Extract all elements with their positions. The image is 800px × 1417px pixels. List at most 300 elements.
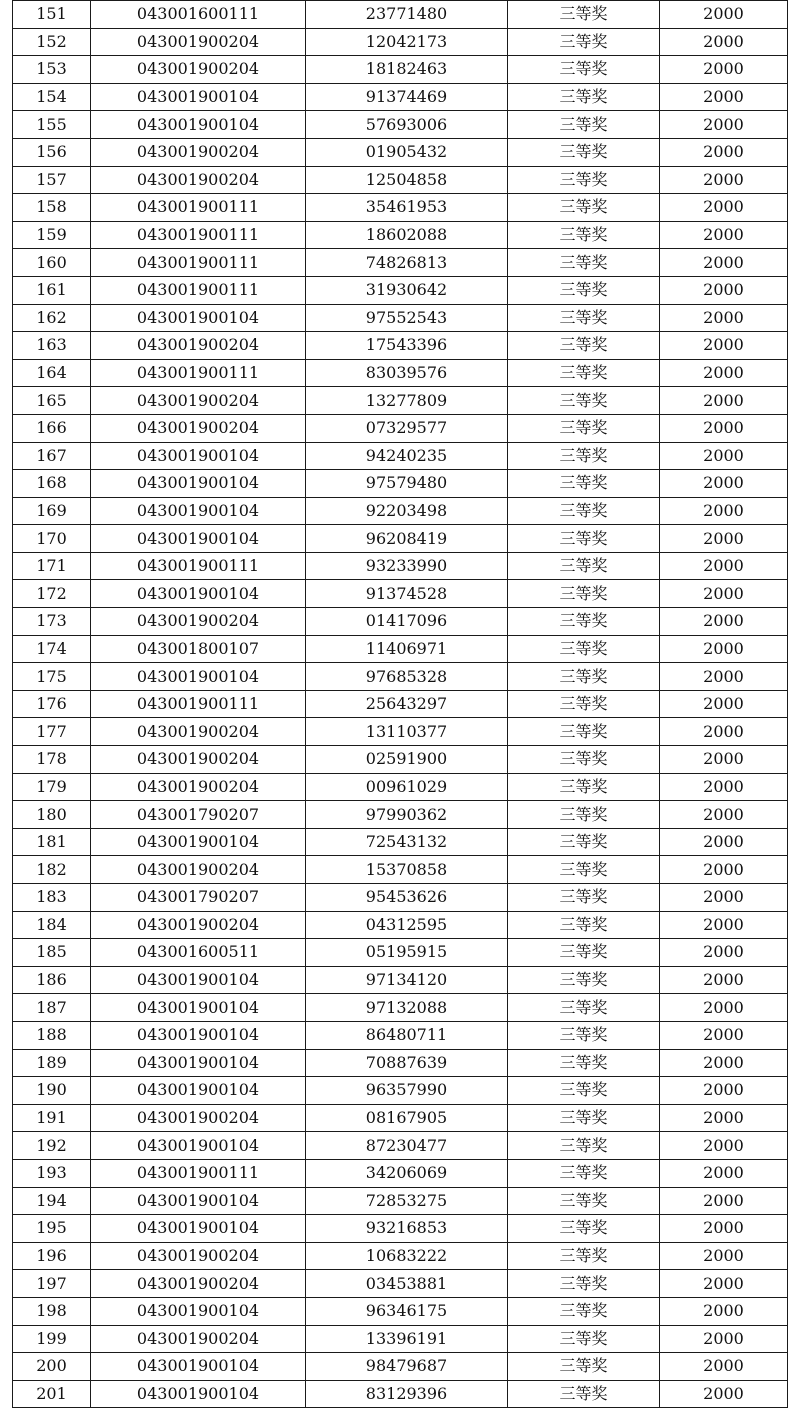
code-cell: 043001790207	[91, 884, 306, 912]
amount-cell: 2000	[660, 56, 788, 84]
seq-cell: 174	[13, 635, 91, 663]
amount-cell: 2000	[660, 552, 788, 580]
code-cell: 043001900204	[91, 1270, 306, 1298]
amount-cell: 2000	[660, 1353, 788, 1381]
number-cell: 86480711	[306, 1021, 508, 1049]
prize-cell: 三等奖	[508, 525, 660, 553]
prize-cell: 三等奖	[508, 746, 660, 774]
amount-cell: 2000	[660, 1077, 788, 1105]
code-cell: 043001900104	[91, 304, 306, 332]
table-row	[13, 1325, 788, 1353]
code-cell: 043001900104	[91, 525, 306, 553]
number-cell: 18602088	[306, 221, 508, 249]
code-cell: 043001900204	[91, 332, 306, 360]
number-cell: 57693006	[306, 111, 508, 139]
table-row	[13, 138, 788, 166]
amount-cell: 2000	[660, 1187, 788, 1215]
prize-cell: 三等奖	[508, 1325, 660, 1353]
amount-cell: 2000	[660, 83, 788, 111]
code-cell: 043001900204	[91, 856, 306, 884]
seq-cell: 162	[13, 304, 91, 332]
number-cell: 07329577	[306, 414, 508, 442]
code-cell: 043001900104	[91, 1380, 306, 1408]
prize-cell: 三等奖	[508, 856, 660, 884]
amount-cell: 2000	[660, 1270, 788, 1298]
table-row	[13, 552, 788, 580]
table-row	[13, 414, 788, 442]
table-row	[13, 387, 788, 415]
seq-cell: 188	[13, 1021, 91, 1049]
seq-cell: 197	[13, 1270, 91, 1298]
prize-cell: 三等奖	[508, 1242, 660, 1270]
code-cell: 043001900104	[91, 1049, 306, 1077]
amount-cell: 2000	[660, 663, 788, 691]
number-cell: 31930642	[306, 276, 508, 304]
prize-cell: 三等奖	[508, 911, 660, 939]
prize-cell: 三等奖	[508, 1021, 660, 1049]
seq-cell: 195	[13, 1215, 91, 1243]
number-cell: 17543396	[306, 332, 508, 360]
table-row	[13, 28, 788, 56]
number-cell: 35461953	[306, 194, 508, 222]
number-cell: 74826813	[306, 249, 508, 277]
seq-cell: 157	[13, 166, 91, 194]
number-cell: 93233990	[306, 552, 508, 580]
amount-cell: 2000	[660, 580, 788, 608]
amount-cell: 2000	[660, 911, 788, 939]
amount-cell: 2000	[660, 304, 788, 332]
code-cell: 043001900204	[91, 1325, 306, 1353]
prize-cell: 三等奖	[508, 414, 660, 442]
seq-cell: 161	[13, 276, 91, 304]
seq-cell: 163	[13, 332, 91, 360]
table-row	[13, 746, 788, 774]
prize-cell: 三等奖	[508, 194, 660, 222]
seq-cell: 166	[13, 414, 91, 442]
code-cell: 043001900204	[91, 28, 306, 56]
amount-cell: 2000	[660, 1380, 788, 1408]
number-cell: 97552543	[306, 304, 508, 332]
amount-cell: 2000	[660, 138, 788, 166]
prize-cell: 三等奖	[508, 1104, 660, 1132]
table-row	[13, 1380, 788, 1408]
number-cell: 91374469	[306, 83, 508, 111]
table-row	[13, 884, 788, 912]
prize-cell: 三等奖	[508, 1132, 660, 1160]
table-row	[13, 1215, 788, 1243]
prize-cell: 三等奖	[508, 83, 660, 111]
table-row	[13, 966, 788, 994]
prize-cell: 三等奖	[508, 608, 660, 636]
number-cell: 18182463	[306, 56, 508, 84]
amount-cell: 2000	[660, 828, 788, 856]
winners-table	[12, 0, 788, 1408]
amount-cell: 2000	[660, 608, 788, 636]
amount-cell: 2000	[660, 525, 788, 553]
table-row	[13, 470, 788, 498]
prize-cell: 三等奖	[508, 1270, 660, 1298]
table-row	[13, 608, 788, 636]
code-cell: 043001900104	[91, 663, 306, 691]
number-cell: 25643297	[306, 690, 508, 718]
table-row	[13, 1159, 788, 1187]
prize-cell: 三等奖	[508, 387, 660, 415]
table-row	[13, 1297, 788, 1325]
prize-cell: 三等奖	[508, 828, 660, 856]
code-cell: 043001900104	[91, 966, 306, 994]
amount-cell: 2000	[660, 414, 788, 442]
prize-cell: 三等奖	[508, 56, 660, 84]
table-row	[13, 994, 788, 1022]
table-row	[13, 1242, 788, 1270]
code-cell: 043001900204	[91, 608, 306, 636]
prize-cell: 三等奖	[508, 1, 660, 29]
seq-cell: 154	[13, 83, 91, 111]
amount-cell: 2000	[660, 194, 788, 222]
code-cell: 043001900111	[91, 276, 306, 304]
seq-cell: 170	[13, 525, 91, 553]
code-cell: 043001900104	[91, 1187, 306, 1215]
seq-cell: 187	[13, 994, 91, 1022]
amount-cell: 2000	[660, 276, 788, 304]
seq-cell: 169	[13, 497, 91, 525]
code-cell: 043001900204	[91, 387, 306, 415]
amount-cell: 2000	[660, 746, 788, 774]
seq-cell: 185	[13, 939, 91, 967]
amount-cell: 2000	[660, 884, 788, 912]
seq-cell: 164	[13, 359, 91, 387]
number-cell: 15370858	[306, 856, 508, 884]
code-cell: 043001900104	[91, 1132, 306, 1160]
code-cell: 043001900204	[91, 414, 306, 442]
code-cell: 043001900104	[91, 83, 306, 111]
prize-cell: 三等奖	[508, 718, 660, 746]
amount-cell: 2000	[660, 332, 788, 360]
prize-cell: 三等奖	[508, 221, 660, 249]
table-row	[13, 442, 788, 470]
prize-cell: 三等奖	[508, 994, 660, 1022]
table-row	[13, 580, 788, 608]
table-row	[13, 166, 788, 194]
seq-cell: 173	[13, 608, 91, 636]
prize-cell: 三等奖	[508, 801, 660, 829]
amount-cell: 2000	[660, 1, 788, 29]
seq-cell: 198	[13, 1297, 91, 1325]
table-row	[13, 801, 788, 829]
table-row	[13, 1077, 788, 1105]
table-row	[13, 1104, 788, 1132]
code-cell: 043001900204	[91, 718, 306, 746]
amount-cell: 2000	[660, 1215, 788, 1243]
seq-cell: 182	[13, 856, 91, 884]
number-cell: 97685328	[306, 663, 508, 691]
number-cell: 96346175	[306, 1297, 508, 1325]
seq-cell: 184	[13, 911, 91, 939]
table-row	[13, 718, 788, 746]
seq-cell: 155	[13, 111, 91, 139]
code-cell: 043001900104	[91, 994, 306, 1022]
prize-cell: 三等奖	[508, 138, 660, 166]
prize-cell: 三等奖	[508, 304, 660, 332]
table-row	[13, 1132, 788, 1160]
number-cell: 95453626	[306, 884, 508, 912]
amount-cell: 2000	[660, 1297, 788, 1325]
code-cell: 043001800107	[91, 635, 306, 663]
prize-cell: 三等奖	[508, 1159, 660, 1187]
seq-cell: 186	[13, 966, 91, 994]
number-cell: 72543132	[306, 828, 508, 856]
amount-cell: 2000	[660, 1242, 788, 1270]
prize-cell: 三等奖	[508, 1380, 660, 1408]
amount-cell: 2000	[660, 939, 788, 967]
code-cell: 043001900104	[91, 470, 306, 498]
number-cell: 01905432	[306, 138, 508, 166]
amount-cell: 2000	[660, 1325, 788, 1353]
prize-cell: 三等奖	[508, 497, 660, 525]
number-cell: 12042173	[306, 28, 508, 56]
prize-cell: 三等奖	[508, 359, 660, 387]
prize-cell: 三等奖	[508, 939, 660, 967]
table-row	[13, 856, 788, 884]
amount-cell: 2000	[660, 966, 788, 994]
seq-cell: 153	[13, 56, 91, 84]
seq-cell: 196	[13, 1242, 91, 1270]
number-cell: 94240235	[306, 442, 508, 470]
seq-cell: 172	[13, 580, 91, 608]
seq-cell: 159	[13, 221, 91, 249]
code-cell: 043001900111	[91, 552, 306, 580]
winners-sheet	[12, 0, 787, 1408]
table-row	[13, 828, 788, 856]
seq-cell: 177	[13, 718, 91, 746]
code-cell: 043001900204	[91, 138, 306, 166]
number-cell: 08167905	[306, 1104, 508, 1132]
seq-cell: 192	[13, 1132, 91, 1160]
prize-cell: 三等奖	[508, 276, 660, 304]
table-row	[13, 332, 788, 360]
seq-cell: 181	[13, 828, 91, 856]
number-cell: 83129396	[306, 1380, 508, 1408]
seq-cell: 191	[13, 1104, 91, 1132]
prize-cell: 三等奖	[508, 470, 660, 498]
code-cell: 043001900104	[91, 1021, 306, 1049]
amount-cell: 2000	[660, 801, 788, 829]
code-cell: 043001600511	[91, 939, 306, 967]
table-row	[13, 911, 788, 939]
number-cell: 91374528	[306, 580, 508, 608]
number-cell: 11406971	[306, 635, 508, 663]
table-row	[13, 690, 788, 718]
prize-cell: 三等奖	[508, 1353, 660, 1381]
amount-cell: 2000	[660, 111, 788, 139]
prize-cell: 三等奖	[508, 1297, 660, 1325]
amount-cell: 2000	[660, 718, 788, 746]
code-cell: 043001900204	[91, 911, 306, 939]
amount-cell: 2000	[660, 1021, 788, 1049]
seq-cell: 200	[13, 1353, 91, 1381]
number-cell: 13110377	[306, 718, 508, 746]
amount-cell: 2000	[660, 442, 788, 470]
number-cell: 05195915	[306, 939, 508, 967]
number-cell: 97134120	[306, 966, 508, 994]
amount-cell: 2000	[660, 856, 788, 884]
table-row	[13, 773, 788, 801]
table-row	[13, 249, 788, 277]
code-cell: 043001900104	[91, 442, 306, 470]
seq-cell: 171	[13, 552, 91, 580]
code-cell: 043001900204	[91, 1242, 306, 1270]
amount-cell: 2000	[660, 166, 788, 194]
number-cell: 96208419	[306, 525, 508, 553]
table-row	[13, 497, 788, 525]
amount-cell: 2000	[660, 470, 788, 498]
amount-cell: 2000	[660, 359, 788, 387]
code-cell: 043001900204	[91, 166, 306, 194]
seq-cell: 176	[13, 690, 91, 718]
code-cell: 043001900104	[91, 1077, 306, 1105]
table-row	[13, 635, 788, 663]
seq-cell: 194	[13, 1187, 91, 1215]
code-cell: 043001900204	[91, 746, 306, 774]
seq-cell: 179	[13, 773, 91, 801]
prize-cell: 三等奖	[508, 1077, 660, 1105]
prize-cell: 三等奖	[508, 111, 660, 139]
seq-cell: 168	[13, 470, 91, 498]
code-cell: 043001900111	[91, 1159, 306, 1187]
prize-cell: 三等奖	[508, 28, 660, 56]
prize-cell: 三等奖	[508, 552, 660, 580]
prize-cell: 三等奖	[508, 1215, 660, 1243]
number-cell: 23771480	[306, 1, 508, 29]
seq-cell: 156	[13, 138, 91, 166]
seq-cell: 199	[13, 1325, 91, 1353]
number-cell: 93216853	[306, 1215, 508, 1243]
number-cell: 00961029	[306, 773, 508, 801]
table-row	[13, 276, 788, 304]
number-cell: 87230477	[306, 1132, 508, 1160]
prize-cell: 三等奖	[508, 690, 660, 718]
table-row	[13, 56, 788, 84]
table-row	[13, 111, 788, 139]
code-cell: 043001900104	[91, 497, 306, 525]
seq-cell: 175	[13, 663, 91, 691]
number-cell: 70887639	[306, 1049, 508, 1077]
prize-cell: 三等奖	[508, 1049, 660, 1077]
prize-cell: 三等奖	[508, 332, 660, 360]
seq-cell: 180	[13, 801, 91, 829]
number-cell: 97990362	[306, 801, 508, 829]
amount-cell: 2000	[660, 28, 788, 56]
prize-cell: 三等奖	[508, 1187, 660, 1215]
seq-cell: 158	[13, 194, 91, 222]
table-row	[13, 525, 788, 553]
amount-cell: 2000	[660, 635, 788, 663]
amount-cell: 2000	[660, 773, 788, 801]
code-cell: 043001900111	[91, 249, 306, 277]
number-cell: 01417096	[306, 608, 508, 636]
amount-cell: 2000	[660, 994, 788, 1022]
code-cell: 043001900204	[91, 773, 306, 801]
amount-cell: 2000	[660, 1132, 788, 1160]
amount-cell: 2000	[660, 221, 788, 249]
number-cell: 83039576	[306, 359, 508, 387]
number-cell: 92203498	[306, 497, 508, 525]
table-row	[13, 663, 788, 691]
code-cell: 043001900104	[91, 1297, 306, 1325]
code-cell: 043001600111	[91, 1, 306, 29]
seq-cell: 183	[13, 884, 91, 912]
table-row	[13, 1187, 788, 1215]
code-cell: 043001900111	[91, 194, 306, 222]
code-cell: 043001900111	[91, 690, 306, 718]
code-cell: 043001900111	[91, 221, 306, 249]
number-cell: 12504858	[306, 166, 508, 194]
amount-cell: 2000	[660, 1049, 788, 1077]
table-row	[13, 1049, 788, 1077]
amount-cell: 2000	[660, 690, 788, 718]
seq-cell: 190	[13, 1077, 91, 1105]
seq-cell: 178	[13, 746, 91, 774]
number-cell: 98479687	[306, 1353, 508, 1381]
code-cell: 043001900104	[91, 580, 306, 608]
amount-cell: 2000	[660, 387, 788, 415]
number-cell: 96357990	[306, 1077, 508, 1105]
prize-cell: 三等奖	[508, 663, 660, 691]
amount-cell: 2000	[660, 1104, 788, 1132]
code-cell: 043001900204	[91, 1104, 306, 1132]
number-cell: 02591900	[306, 746, 508, 774]
code-cell: 043001900111	[91, 359, 306, 387]
number-cell: 13277809	[306, 387, 508, 415]
prize-cell: 三等奖	[508, 580, 660, 608]
seq-cell: 151	[13, 1, 91, 29]
table-row	[13, 194, 788, 222]
table-row	[13, 939, 788, 967]
code-cell: 043001900104	[91, 1353, 306, 1381]
number-cell: 13396191	[306, 1325, 508, 1353]
table-row	[13, 221, 788, 249]
code-cell: 043001900104	[91, 1215, 306, 1243]
code-cell: 043001900104	[91, 828, 306, 856]
table-row	[13, 304, 788, 332]
seq-cell: 160	[13, 249, 91, 277]
code-cell: 043001790207	[91, 801, 306, 829]
number-cell: 97579480	[306, 470, 508, 498]
number-cell: 97132088	[306, 994, 508, 1022]
number-cell: 04312595	[306, 911, 508, 939]
table-body	[13, 1, 788, 1408]
amount-cell: 2000	[660, 249, 788, 277]
prize-cell: 三等奖	[508, 442, 660, 470]
prize-cell: 三等奖	[508, 966, 660, 994]
amount-cell: 2000	[660, 1159, 788, 1187]
table-row	[13, 83, 788, 111]
number-cell: 03453881	[306, 1270, 508, 1298]
prize-cell: 三等奖	[508, 884, 660, 912]
seq-cell: 201	[13, 1380, 91, 1408]
seq-cell: 167	[13, 442, 91, 470]
amount-cell: 2000	[660, 497, 788, 525]
table-row	[13, 1353, 788, 1381]
seq-cell: 165	[13, 387, 91, 415]
prize-cell: 三等奖	[508, 635, 660, 663]
table-row	[13, 359, 788, 387]
prize-cell: 三等奖	[508, 166, 660, 194]
seq-cell: 189	[13, 1049, 91, 1077]
number-cell: 34206069	[306, 1159, 508, 1187]
table-row	[13, 1270, 788, 1298]
seq-cell: 152	[13, 28, 91, 56]
